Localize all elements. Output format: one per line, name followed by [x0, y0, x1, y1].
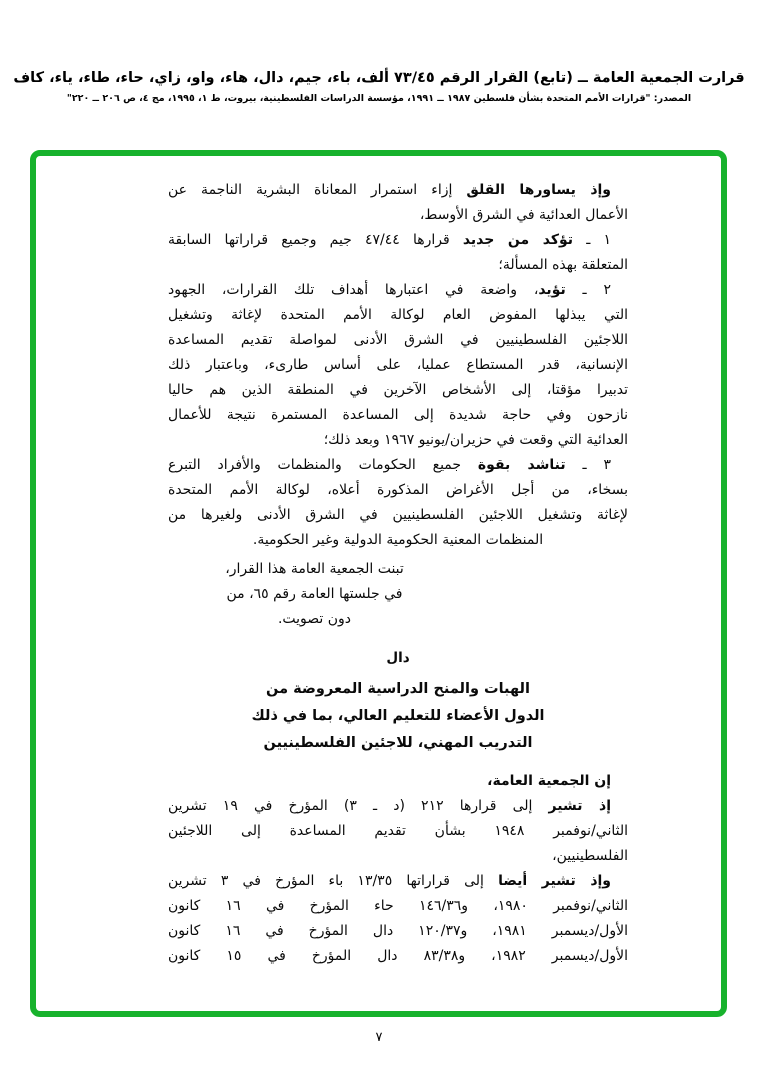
text-line [168, 769, 628, 794]
body-text: المتعلقة بهذه المسألة؛ [498, 257, 628, 273]
body-text: المنظمات المعنية الحكومية الدولية وغير الحكومية. [252, 532, 544, 548]
highlight-border-box [30, 150, 727, 1017]
body-text: الثاني/نوفمبر ١٩٨٠، و١٤٦/٣٦ حاء المؤرخ في ١٦ كانون [168, 898, 628, 914]
text-line: دون تصويت. [277, 611, 352, 627]
bold-text: إن الجمعية العامة، [487, 773, 611, 789]
text-line [168, 428, 628, 453]
paragraph [168, 769, 628, 794]
body-text: ، واضعة في اعتبارها أهداف تلك القرارات، الجهود [168, 282, 539, 298]
paragraph [168, 178, 628, 228]
body-text: جميع الحكومات والمنظمات والأفراد التبرع [168, 457, 478, 473]
paragraph [168, 794, 628, 869]
body-text: الفلسطينيين، [552, 848, 628, 864]
resolution-body [168, 178, 628, 969]
text-line [168, 178, 628, 203]
bold-text: تؤكد من جديد [462, 232, 574, 248]
text-line [168, 478, 628, 503]
paragraph [168, 453, 628, 553]
text-line [168, 378, 628, 403]
resolution-title [168, 676, 628, 757]
text-line [168, 403, 628, 428]
bold-text: تناشد بقوة [477, 457, 566, 473]
text-line [168, 353, 628, 378]
text-line [168, 894, 628, 919]
body-text: إزاء استمرار المعاناة البشرية الناجمة عن [168, 182, 467, 198]
body-text: ٢ ـ [565, 282, 611, 298]
bold-text: تؤيد [538, 282, 566, 298]
text-line [168, 944, 628, 969]
body-text: تدبيرا مؤقتا، إلى الأشخاص الآخرين في المنطقة الذين هم حاليا [168, 382, 628, 398]
body-text: ٣ ـ [565, 457, 611, 473]
text-line [168, 278, 628, 303]
body-text: الإنسانية، قدر المستطاع عمليا، على أساس طارىء، وباعتبار ذلك [168, 357, 628, 373]
bold-text: وإذ تشير أيضا [498, 873, 612, 889]
text-line: الهبات والمنح الدراسية المعروضة من [266, 681, 530, 697]
text-line [168, 869, 628, 894]
text-line [168, 303, 628, 328]
text-line [168, 528, 628, 553]
text-line [168, 819, 628, 844]
text-line [168, 328, 628, 353]
paragraph [168, 869, 628, 969]
body-text: اللاجئين الفلسطينيين في الشرق الأدنى لمواصلة تقديم المساعدة [168, 332, 628, 348]
body-text: بسخاء، من أجل الأغراض المذكورة أعلاه، لوكالة الأمم المتحدة [168, 482, 628, 498]
header-title: قرارت الجمعية العامة ــ (تابع) القرار الرقم ٧٣/٤٥ ألف، باء، جيم، دال، هاء، واو، زاي، حاء، طاء، ياء، كاف [13, 70, 745, 86]
text-line [168, 253, 628, 278]
body-text: ١ ـ [573, 232, 611, 248]
body-text: نازحون وفي حاجة شديدة إلى المساعدة المستمرة نتيجة للأعمال [168, 407, 628, 423]
text-line [168, 453, 628, 478]
text-line: التدريب المهني، للاجئين الفلسطينيين [263, 735, 533, 751]
body-text: الأعمال العدائية في الشرق الأوسط، [419, 207, 628, 223]
text-line [168, 794, 628, 819]
text-line: الدول الأعضاء للتعليم العالي، بما في ذلك [251, 708, 545, 724]
text-line: في جلستها العامة رقم ٦٥، من [226, 586, 403, 602]
text-line: تبنت الجمعية العامة هذا القرار، [225, 561, 404, 577]
body-text: الأول/ديسمبر ١٩٨١، و١٢٠/٣٧ دال المؤرخ في ١٦ كانون [168, 923, 628, 939]
text-line [168, 503, 628, 528]
bold-text: وإذ يساورها القلق [466, 182, 612, 198]
body-text: العدائية التي وقعت في حزيران/يونيو ١٩٦٧ وبعد ذلك؛ [323, 432, 628, 448]
body-text: قرارها ٤٧/٤٤ جيم وجميع قراراتها السابقة [168, 232, 463, 248]
section-letter: دال [386, 650, 410, 666]
body-text: إلى قرارها ٢١٢ (د ـ ٣) المؤرخ في ١٩ تشرين [168, 798, 549, 814]
text-line [168, 844, 628, 869]
body-text: التي يبذلها المفوض العام لوكالة الأمم المتحدة لإغاثة وتشغيل [168, 307, 628, 323]
bold-text: إذ تشير [548, 798, 611, 814]
text-line [168, 919, 628, 944]
body-text: لإغاثة وتشغيل اللاجئين الفلسطينيين في الشرق الأدنى ولغيرها من [168, 507, 628, 523]
body-text: إلى قراراتها ١٣/٣٥ باء المؤرخ في ٣ تشرين [168, 873, 499, 889]
paragraph [168, 278, 628, 453]
body-text: الأول/ديسمبر ١٩٨٢، و٨٣/٣٨ دال المؤرخ في ١٥ كانون [168, 948, 628, 964]
header-source-line: المصدر: "قرارات الأمم المتحدة بشأن فلسطين ١٩٨٧ ــ ١٩٩١، مؤسسة الدراسات الفلسطينية، بيروت، ط ١، ١٩٩٥، مج ٤، ص ٢٠٦ ــ ٢٢٠" [66, 93, 692, 104]
page-number: ٧ [375, 1030, 383, 1045]
paragraph [168, 228, 628, 278]
body-text: الثاني/نوفمبر ١٩٤٨ بشأن تقديم المساعدة إلى اللاجئين [168, 823, 628, 839]
text-line [168, 203, 628, 228]
adoption-note [212, 557, 417, 632]
document-header [0, 70, 758, 104]
text-line [168, 228, 628, 253]
